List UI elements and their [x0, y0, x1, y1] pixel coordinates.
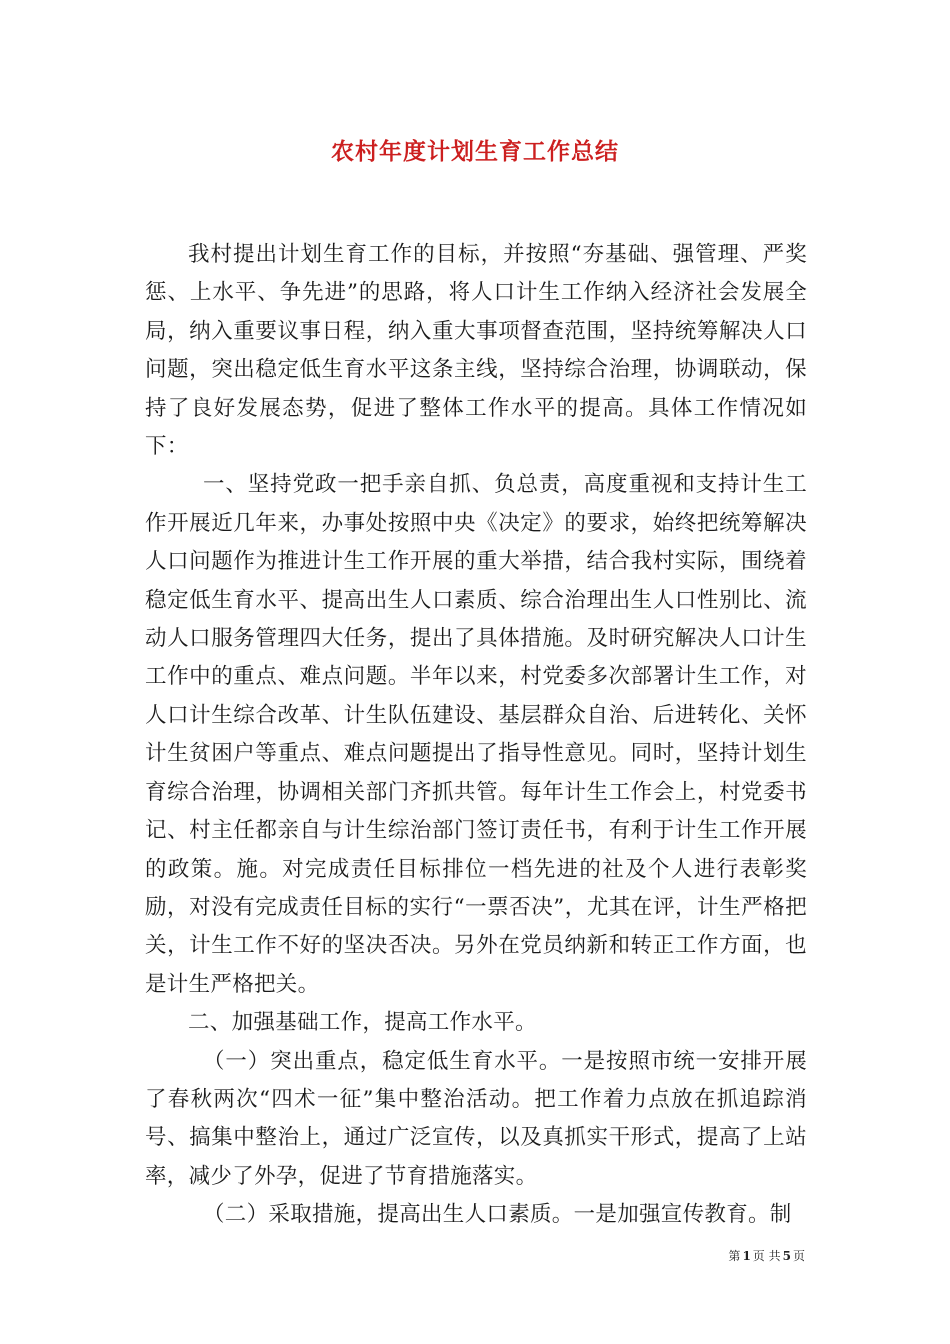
- page-number-footer: [0, 1247, 805, 1264]
- intro-paragraph: 我村提出计划生育工作的目标，并按照“夯基础、强管理、严奖惩、上水平、争先进”的思路，将人口计生工作纳入经济社会发展全局，纳入重要议事日程，纳入重大事项督查范围，坚持统筹解决人口问题，突出稳定低生育水平这条主线，坚持综合治理，协调联动，保持了良好发展态势，促进了整体工作水平的提高。具体工作情况如下：: [145, 242, 807, 460]
- footer-prefix: 第: [728, 1249, 741, 1263]
- section-two-heading: 二、加强基础工作，提高工作水平。: [188, 1010, 537, 1036]
- footer-page-number: 1: [742, 1249, 751, 1263]
- document-title: 农村年度计划生育工作总结: [331, 139, 619, 165]
- document-body: [145, 236, 807, 1235]
- section-one-paragraph: 一、坚持党政一把手亲自抓、负总责，高度重视和支持计生工作开展近几年来，办事处按照中央《决定》的要求，始终把统筹解决人口问题作为推进计生工作开展的重大举措，结合我村实际，围绕着稳定低生育水平、提高出生人口素质、综合治理出生人口性别比、流动人口服务管理四大任务，提出了具体措施。及时研究解决人口计生工作中的重点、难点问题。半年以来，村党委多次部署计生工作，对人口计生综合改革、计生队伍建设、基层群众自治、后进转化、关怀计生贫困户等重点、难点问题提出了指导性意见。同时，坚持计划生育综合治理，协调相关部门齐抓共管。每年计生工作会上，村党委书记、村主任都亲自与计生综治部门签订责任书，有利于计生工作开展的政策。施。对完成责任目标排位一档先进的社及个人进行表彰奖励，对没有完成责任目标的实行“一票否决”，尤其在评，计生严格把关，计生工作不好的坚决否决。另外在党员纳新和转正工作方面，也是计生严格把关。: [145, 472, 807, 997]
- subsection-two-paragraph: （二）采取措施，提高出生人口素质。一是加强宣传教育。制: [203, 1202, 792, 1228]
- footer-total-pages: 5: [782, 1249, 791, 1263]
- footer-suffix: 页: [792, 1249, 805, 1263]
- footer-middle: 页 共: [752, 1249, 781, 1263]
- subsection-one-paragraph: （一）突出重点，稳定低生育水平。一是按照市统一安排开展了春秋两次“四术一征”集中整治活动。把工作着力点放在抓追踪消号、搞集中整治上，通过广泛宣传，以及真抓实干形式，提高了上站率，减少了外孕，促进了节育措施落实。: [145, 1048, 807, 1189]
